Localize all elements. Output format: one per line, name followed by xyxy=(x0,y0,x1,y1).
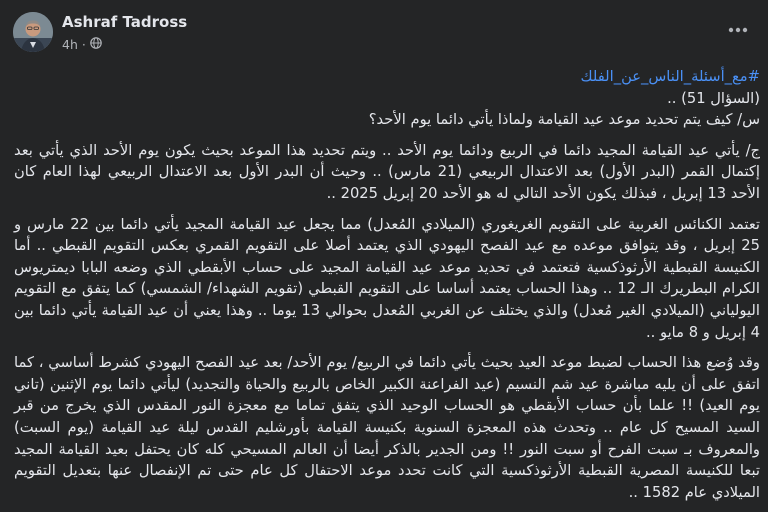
avatar-image xyxy=(13,12,53,52)
answer-paragraph-2: تعتمد الكنائس الغربية على التقويم الغريغوري (الميلادي المُعدل) مما يجعل عيد القيامة المجيد يأتي دائما بين 22 مارس و 25 إبريل ، وقد يتوافق موعده مع عيد الفصح اليهودي الذي يعتمد أصلا على التقويم القمري بعكس التقويم القبطي .. أما الكنيسة القبطية الأرثوذكسية فتعتمد في تحديد موعد عيد القيامة المجيد على حساب الأبقطي الذي وضعه البابا ديمتريوس الكرام البطريرك الـ 12 .. وهذا الحساب يعتمد أساسا على التقويم القبطي (تقويم الشهداء/ الشمسي) كما يتفق مع التقويم اليولياني (الميلادي الغير مُعدل) والذي يختلف عن الغربي المُعدل بحوالي 13 يوما .. وهذا يعني أن عيد القيامة يأتي دائما بين 4 إبريل و 8 مايو .. xyxy=(14,215,760,341)
meta-separator: · xyxy=(81,37,86,52)
post-body xyxy=(14,66,760,512)
answer-paragraph-3: وقد وُضع هذا الحساب لضبط موعد العيد بحيث يأتي دائما في الربيع/ يوم الأحد/ بعد عيد الفصح اليهودي كشرط أساسي ، كما اتفق على أن يليه مباشرة عيد شم النسيم (عيد الفراعنة الكبير الخاص بالربيع والحياة والتجديد) ليأتي دائما يوم الإثنين (تاني يوم العيد) !! علما بأن حساب الأبقطي هو الحساب الوحيد الذي يتفق تماما مع معجزة النور المقدس الذي يخرج من قبر السيد المسيح كل عام .. وتحدث هذه المعجزة السنوية بكنيسة القيامة بأورشليم القدس ليلة عيد القيامة (يوم السبت) والمعروف بـ سبت الفرح أو سبت النور !! ومن الجدير بالذكر أيضا أن العالم المسيحي كله كان يحتفل بعيد القيامة المجيد تبعا للكنيسة المصرية القبطية الأرثوذكسية التي كانت تحدد موعد الاحتفال كل عام حتى تم الإنفصال عنها بتعديل التقويم الميلادي عام 1582 .. xyxy=(14,354,760,501)
hashtag-link[interactable]: #مع_أسئلة_الناس_عن_الفلك xyxy=(580,68,760,85)
question-number: (السؤال 51) .. xyxy=(667,89,760,107)
more-options-icon xyxy=(728,27,748,33)
post-time[interactable]: 4h xyxy=(62,37,78,52)
answer-paragraph-1: ج/ يأتي عيد القيامة المجيد دائما في الربيع ودائما يوم الأحد .. ويتم تحديد هذا الموعد بحيث يكون يوم الأحد الذي يأتي بعد إكتمال القمر (البدر الأول) بعد الاعتدال الربيعي (21 مارس) .. وحيث أن البدر الأول بعد الاعتدال الربيعي لهذا العام كان الأحد 13 إبريل ، فبذلك يكون الأحد التالي له هو الأحد 20 إبريل 2025 .. xyxy=(14,141,760,202)
post-header xyxy=(0,0,768,64)
question-text: س/ كيف يتم تحديد موعد عيد القيامة ولماذا يأتي دائما يوم الأحد؟ xyxy=(368,111,760,129)
avatar[interactable] xyxy=(13,12,53,52)
author-name[interactable]: Ashraf Tadross xyxy=(62,13,188,31)
post-meta xyxy=(62,37,102,52)
more-options-button[interactable] xyxy=(722,18,754,42)
globe-icon[interactable] xyxy=(90,37,102,52)
